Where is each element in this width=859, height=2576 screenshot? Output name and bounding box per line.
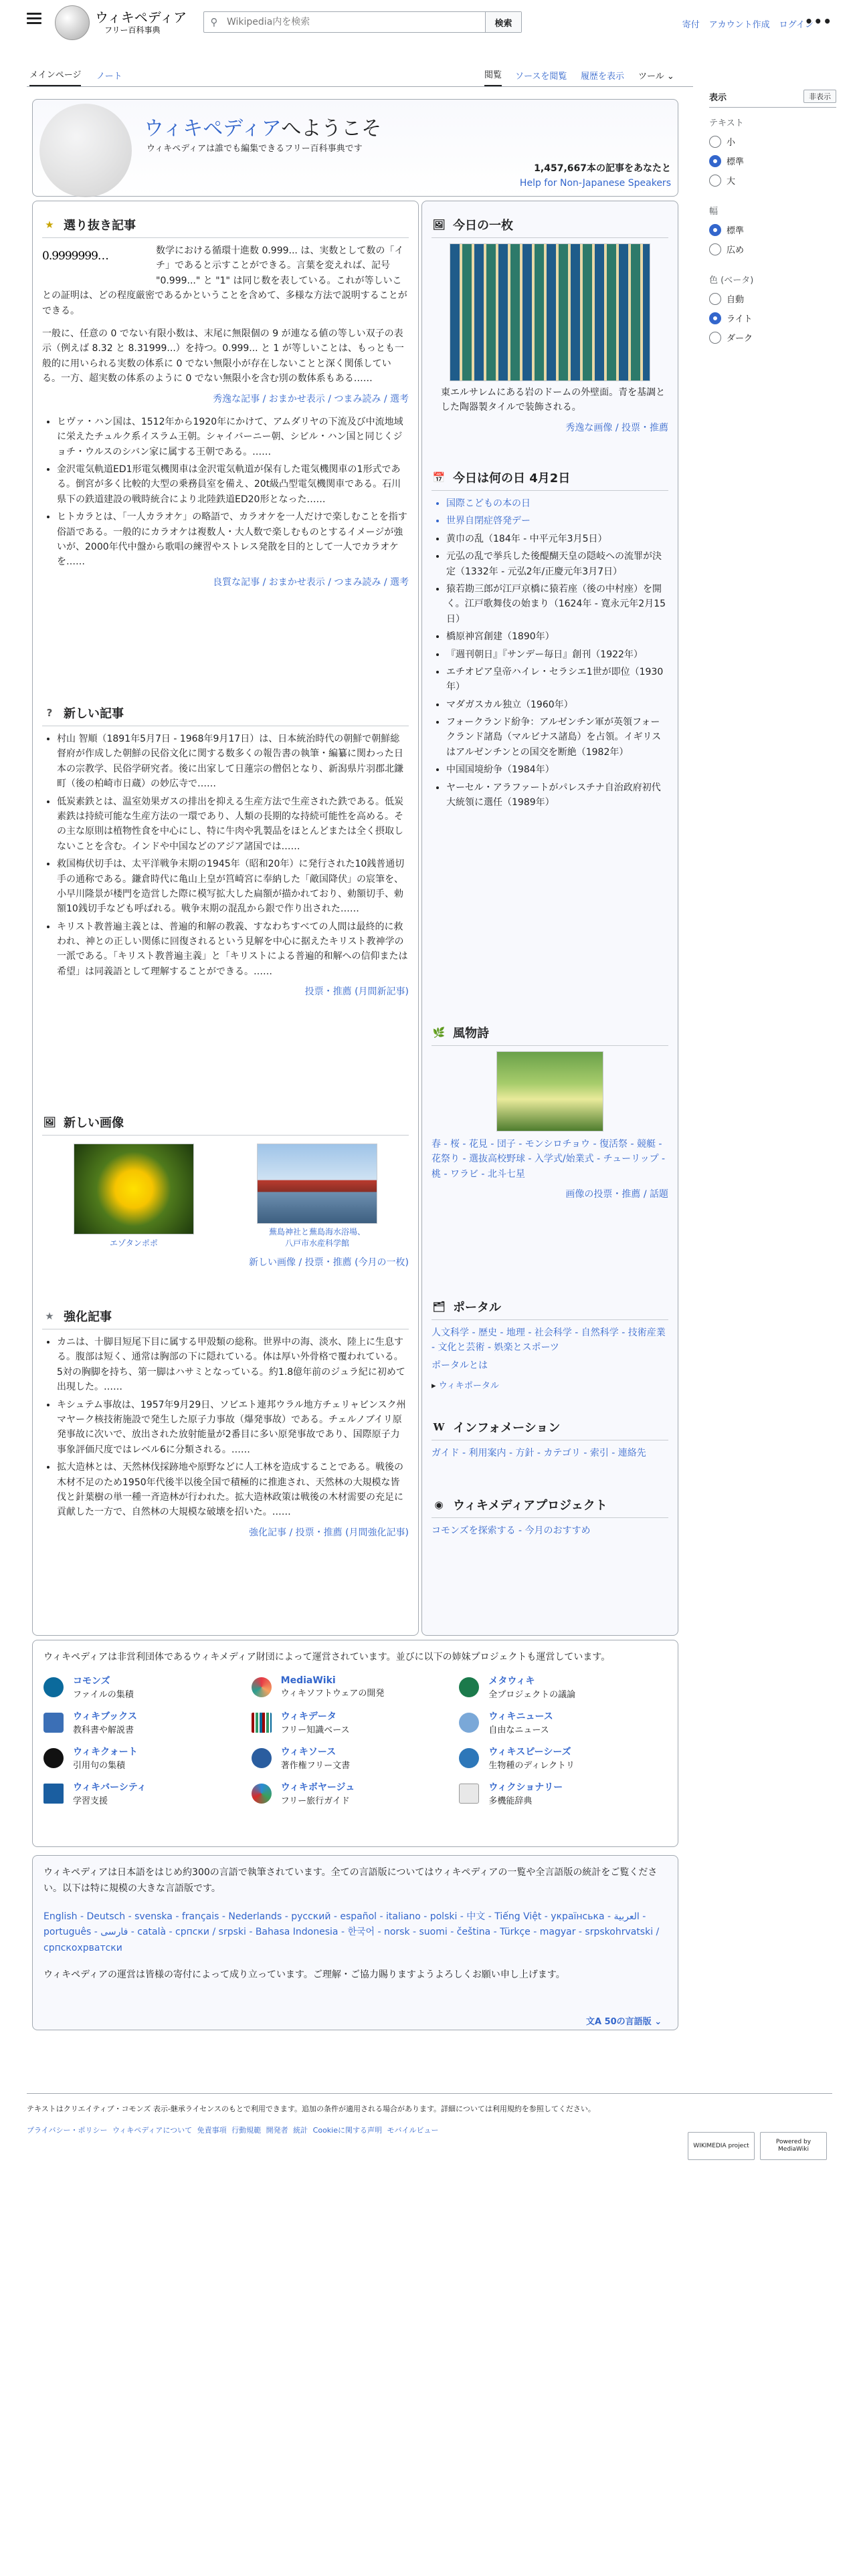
enhanced-section <box>42 1307 409 1540</box>
news-list <box>42 732 409 979</box>
color-light[interactable]: ライト <box>709 312 836 324</box>
hide-appearance-button[interactable]: 非表示 <box>803 90 836 103</box>
powered-by-mediawiki-badge[interactable]: Powered by MediaWiki <box>760 2132 827 2160</box>
width-standard[interactable]: 標準 <box>709 223 836 236</box>
info-heading: W インフォメーション <box>432 1418 668 1440</box>
list-item[interactable]: • 猿若勘三郎が江戸京橋に猿若座（後の中村座）を開く。江戸歌舞伎の始まり（1624年 - 寛永元年2月15日） <box>446 582 668 627</box>
language-button[interactable]: 文A 50の言語版 ⌄ <box>586 2017 662 2027</box>
list-item[interactable]: • 『週刊朝日』『サンデー毎日』創刊（1922年） <box>446 647 668 662</box>
tab-talk[interactable]: ノート <box>96 72 122 82</box>
tab-read[interactable]: 閲覧 <box>484 68 502 86</box>
list-item[interactable]: • 拡大造林とは、天然林伐採跡地や原野などに人工林を造成することである。戦後の木材不足のため1950年代後半以後全国で積極的に推進され、天然林の大規模な皆伐と針葉樹の単一種一斉造林が行われた。拡大造林政策は戦後の木材需要の充足に貢献した一方で、自然林の大規模な破壊を招いた。…… <box>57 1460 409 1520</box>
license-text: テキストはクリエイティブ・コモンズ 表示-継承ライセンスのもとで利用できます。追加の条件が適用される場合があります。詳細については利用規約を参照してください。 <box>27 2105 595 2113</box>
wikidata-icon <box>252 1713 272 1733</box>
welcome-right <box>520 161 671 191</box>
featured-section <box>42 216 409 590</box>
portal-heading: 🗂 ポータル <box>432 1298 668 1320</box>
list-item[interactable]: • 橋原神宮創建（1890年） <box>446 629 668 644</box>
color-label: 色 (ベータ) <box>709 276 754 286</box>
text-size-standard[interactable]: 標準 <box>709 154 836 167</box>
calendar-icon: 📅 <box>432 471 446 484</box>
info-links[interactable]: ガイド - 利用案内 - 方針 - カテゴリ - 索引 - 連絡先 <box>432 1448 646 1459</box>
text-size-label: テキスト <box>709 118 744 128</box>
today-list <box>432 496 668 810</box>
featured-paragraph-1: 数学における循環十進数 0.999... は、実数として数の「イチ」であると示すことができる。言葉を変えれば、記号 "0.999..." と "1" は同じ数を表している。これが等しいことの証明は、どの程度厳密であるかということを含めて、多様な方法で説明することができる。 <box>42 245 407 316</box>
featured-paragraph-2: 一般に、任意の 0 でない有限小数は、末尾に無限個の 9 が連なる値の等しい双子の表示（例えば 8.32 と 8.31999...）を持つ。0.999... と 1 が等しいことは、もっとも一般的に用いられる実数の体系に 0 でない無限小が存在しないことと深く関係している。一方、超実数の体系のように 0 でない無限小を含む別の数体系もある…… <box>42 328 404 385</box>
today-body <box>432 496 668 810</box>
footer-links[interactable]: プライバシー・ポリシー ウィキペディアについて 免責事項 行動規範 開発者 統計 Cookieに関する声明 モバイルビュー <box>27 2125 439 2135</box>
news-footer[interactable]: 投票・推薦 (月間新記事) <box>304 986 409 998</box>
tab-view-source[interactable]: ソースを閲覧 <box>515 72 567 82</box>
list-item[interactable]: • キシュテム事故は、1957年9月29日、ソビエト連邦ウラル地方チェリャビンスク州マヤーク核技術施設で発生した原子力事故（爆発事故）である。チェルノブイリ原発事故に次いで、放出された放射能量が2番目に多い原発事故であり、国際原子力事象評価尺度ではレベル6に分類される。…… <box>57 1398 409 1458</box>
page-tabs <box>27 66 693 87</box>
image-icon: 🖼 <box>43 1116 56 1128</box>
search-box <box>203 11 522 33</box>
featured-heading: ★ 選り抜き記事 <box>42 216 409 238</box>
sister-wiktionary[interactable]: ウィクショナリー 多機能辞典 <box>459 1780 667 1806</box>
wikimedia-icon: ◉ <box>434 1499 444 1511</box>
wikinews-icon <box>459 1713 479 1733</box>
list-item[interactable]: • ヒトカラとは、「一人カラオケ」の略語で、カラオケを一人だけで楽しむことを指す俗語である。一般的にカラオケは複数人・大人数で楽しむものとするイメージが強いが、2000年代中盤から歌唱の練習やストレス発散を目的として一人でカラオケを…… <box>57 510 409 570</box>
potd-heading: 🖼 今日の一枚 <box>432 216 668 238</box>
tools-label: ツール <box>638 72 664 82</box>
wikiversity-icon <box>43 1784 64 1804</box>
portal-section <box>432 1298 668 1394</box>
portal-about-link[interactable]: ポータルとは <box>432 1360 488 1371</box>
potd-caption: 東エルサレムにある岩のドームの外壁面。青を基調とした陶器製タイルで装飾される。 <box>441 387 666 413</box>
enhanced-body <box>42 1335 409 1540</box>
question-icon: ? <box>46 707 53 719</box>
wikipedia-globe-icon <box>39 104 132 197</box>
login-link[interactable]: ログイン <box>779 20 814 30</box>
list-item[interactable]: • 救国梅伏切手は、太平洋戦争末期の1945年（昭和20年）に発行された10銭普通切手の通称である。鎌倉時代に亀山上皇が筥崎宮に奉納した「敵国降伏」の宸筆を、小早川隆景が楼門を造営した際に模写拡大した扁額が描かれており、勅額切手、勅額10銭切手なども呼ばれる。戦争末期の混乱から銀で作り出された…… <box>57 857 409 917</box>
new-image-1-caption[interactable]: エゾタンポポ <box>110 1239 158 1248</box>
wikiquote-icon <box>43 1748 64 1768</box>
featured-footer[interactable]: 秀逸な記事 / おまかせ表示 / つまみ読み / 選考 <box>213 393 409 405</box>
new-images-heading: 🖼 新しい画像 <box>42 1113 409 1136</box>
wiktionary-icon <box>459 1784 479 1804</box>
chevron-down-icon: ⌄ <box>654 2017 662 2027</box>
wikivoyage-icon <box>252 1784 272 1804</box>
new-images-footer[interactable]: 新しい画像 / 投票・推薦 (今月の一枚) <box>249 1257 409 1269</box>
featured-image[interactable]: 0.9999999… <box>42 249 108 263</box>
list-item[interactable]: • キリスト教普遍主義とは、普遍的和解の教義、すなわちすべての人間は最終的に救われ、神との正しい関係に回復されるという見解を中心に据えたキリスト教神学の一派である。「キリスト教普遍主義」と「キリストによる普遍的和解への信仰または希望」は同義語として理解することができる。…… <box>57 920 409 980</box>
radio-selected-icon <box>709 312 721 324</box>
new-image-1[interactable] <box>67 1144 201 1250</box>
sister-wikiversity[interactable]: ウィキバーシティ 学習支援 <box>43 1780 252 1806</box>
portal-icon: 🗂 <box>432 1301 446 1313</box>
wikipedia-globe-logo-icon[interactable] <box>55 5 90 40</box>
personal-links <box>682 17 814 30</box>
appearance-title: 表示 <box>709 92 727 103</box>
languages-intro: ウィキペディアは日本語をはじめ約300の言語で執筆されています。全ての言語版についてはウィキペディアの一覧や全言語版の統計をご覧ください。以下は特に規模の大きな言語版です。 <box>43 1867 658 1894</box>
more-options-icon[interactable]: ••• <box>804 13 832 29</box>
color-auto[interactable]: 自動 <box>709 292 836 305</box>
list-item[interactable]: • 低炭素鉄とは、温室効果ガスの排出を抑える生産方法で生産された鉄である。低炭素鉄は持続可能な生産方法の一環であり、人類の長期的な持続可能性を高める。その主な原則は植物性食を中心にし、特に牛肉や乳製品をほとんどまたは全く摂取しないことを含む。インドや中国などのアジア諸国では…… <box>57 794 409 855</box>
enhanced-footer[interactable]: 強化記事 / 投票・推薦 (月間強化記事) <box>249 1527 409 1538</box>
welcome-subtitle: ウィキペディアは誰でも編集できるフリー百科事典です <box>147 144 363 154</box>
w-icon: W <box>433 1421 445 1433</box>
commons-icon <box>43 1677 64 1697</box>
footer <box>27 2093 832 2136</box>
potd-section <box>432 216 668 435</box>
sister-wikibooks[interactable]: ウィキブックス 教科書や解説書 <box>43 1709 252 1735</box>
logo-subtitle: フリー百科事典 <box>104 25 161 35</box>
sister-wikispecies[interactable]: ウィキスピーシーズ 生物種のディレクトリ <box>459 1745 667 1771</box>
radio-selected-icon <box>709 224 721 236</box>
triangle-right-icon: ▸ <box>432 1381 436 1392</box>
good-articles-footer[interactable]: 良質な記事 / おまかせ表示 / つまみ読み / 選考 <box>213 576 409 588</box>
wikimedia-projects-links[interactable]: コモンズを探索する - 今月のおすすめ <box>432 1525 591 1536</box>
portal-topics[interactable]: 人文科学 - 歴史 - 地理 - 社会科学 - 自然科学 - 技術産業 - 文化と芸術 - 娯楽とスポーツ <box>432 1327 666 1354</box>
list-item[interactable]: • 中国国境紛争（1984年） <box>446 762 668 777</box>
width-label: 幅 <box>709 207 719 217</box>
seasonal-section <box>432 1024 668 1202</box>
seasonal-heading: 🌿 風物詩 <box>432 1024 668 1046</box>
right-column <box>421 201 678 1636</box>
mediawiki-icon <box>252 1677 272 1697</box>
meta-icon <box>459 1677 479 1697</box>
potd-body <box>432 243 668 435</box>
new-image-2[interactable] <box>250 1144 384 1250</box>
enhanced-heading: ★ 強化記事 <box>42 1307 409 1329</box>
list-item[interactable]: • フォークランド紛争：アルゼンチン軍が英領フォークランド諸島（マルビナス諸島）を占領。イギリスはアルゼンチンとの国交を断絶（1982年） <box>446 715 668 760</box>
list-item[interactable]: • 金沢電気軌道ED1形電気機関車は金沢電気軌道が保有した電気機関車の1形式である。倒宮が多く比較的大型の乗務員室を備え、20t級凸型電気機関車である。石川県下の鉄道建設の戦時統合により北陸鉄道ED20形となった…… <box>57 462 409 507</box>
seasonal-body <box>432 1051 668 1202</box>
today-section <box>432 469 668 813</box>
donate-link[interactable]: 寄付 <box>682 20 700 30</box>
seasonal-topics[interactable]: 春 - 桜 - 花見 - 団子 - モンシロチョウ - 復活祭 - 競艇 - 花祭り - 選抜高校野球 - 入学式/始業式 - チューリップ - 桃 - ワラビ - 北斗七星 <box>432 1139 666 1180</box>
new-images-body <box>42 1144 409 1271</box>
star-icon: ★ <box>45 219 54 231</box>
radio-icon <box>709 136 721 148</box>
search-button[interactable]: 検索 <box>485 12 521 32</box>
text-size-small[interactable]: 小 <box>709 135 836 148</box>
radio-icon <box>709 243 721 255</box>
list-item[interactable]: • エチオピア皇帝ハイレ・セラシエ1世が即位（1930年） <box>446 665 668 695</box>
new-image-2-caption[interactable]: 蕪島神社と蕪島海水浴場、 八戸市水産科学館 <box>268 1227 365 1248</box>
radio-selected-icon <box>709 155 721 167</box>
list-item[interactable]: • マダガスカル独立（1960年） <box>446 697 668 712</box>
donate-text: ウィキペディアの運営は皆様の寄付によって成り立っています。ご理解・ご協力賜りますようよろしくお願い申し上げます。 <box>43 1969 565 1980</box>
sister-wikidata[interactable]: ウィキデータ フリー知識ベース <box>252 1709 460 1735</box>
wikimedia-projects-body <box>432 1523 668 1538</box>
help-non-japanese-link[interactable]: Help for Non-Japanese Speakers <box>519 178 671 189</box>
welcome-banner <box>32 99 678 197</box>
search-icon: ⚲ <box>210 16 218 28</box>
leaf-icon: 🌿 <box>432 1027 446 1039</box>
text-size-large[interactable]: 大 <box>709 174 836 187</box>
wikimedia-projects-heading: ◉ ウィキメディアプロジェクト <box>432 1496 668 1518</box>
sister-wikinews[interactable]: ウィキニュース 自由なニュース <box>459 1709 667 1735</box>
list-item[interactable]: • 村山 智順（1891年5月7日 - 1968年9月17日）は、日本統治時代の朝鮮で朝鮮総督府が作成した朝鮮の民俗文化に関する数多くの報告書の執筆・編纂に関わった日本の宗教学、民俗学研究者。後に出家して日蓮宗の僧侶となり、新潟県片羽郡北鎌町（後の柏崎市日蔵）の妙広寺で…… <box>57 732 409 792</box>
radio-icon <box>709 293 721 305</box>
sister-mediawiki[interactable]: MediaWiki ウィキソフトウェアの開発 <box>252 1674 460 1700</box>
news-body <box>42 732 409 1000</box>
languages-box <box>32 1855 678 2030</box>
news-section <box>42 704 409 1000</box>
chevron-down-icon: ⌄ <box>666 72 674 82</box>
star-outline-icon: ★ <box>45 1310 54 1322</box>
appearance-header <box>709 90 836 108</box>
list-item[interactable]: • 元弘の乱で挙兵した後醍醐天皇の隠岐への流罪が決定（1332年 - 元弘2年/正慶元年3月7日） <box>446 549 668 579</box>
list-item[interactable]: • ヤーセル・アラファートがパレスチナ自治政府初代大統領に選任（1989年） <box>446 780 668 811</box>
languages-list[interactable]: English - Deutsch - svenska - français - Nederlands - русский - español - italiano - polski - 中文 - Tiếng Việt - українська - العربية - português - فارسی - català - српски / srpski - Bahasa Indonesia - 한국어 - norsk - suomi - čeština - Türkçe - magyar - srpskohrvatski / српскохрватски <box>43 1911 660 1954</box>
potd-footer[interactable]: 秀逸な画像 / 投票・推薦 <box>565 422 668 433</box>
main-menu-icon[interactable] <box>27 13 41 25</box>
wikisource-icon <box>252 1748 272 1768</box>
translate-icon: 文A <box>586 2017 602 2027</box>
list-item[interactable]: • 黄巾の乱（184年 - 中平元年3月5日） <box>446 532 668 546</box>
tab-main-page[interactable]: メインページ <box>29 68 81 86</box>
radio-icon <box>709 332 721 344</box>
dandelion-image[interactable] <box>74 1144 194 1235</box>
site-header <box>0 0 859 47</box>
sister-wikivoyage[interactable]: ウィキボヤージュ フリー旅行ガイド <box>252 1780 460 1806</box>
potd-image[interactable] <box>450 243 650 381</box>
news-heading: ? 新しい記事 <box>42 704 409 726</box>
kabushima-image[interactable] <box>257 1144 377 1224</box>
picture-icon: 🖼 <box>432 219 446 231</box>
tab-history[interactable]: 履歴を表示 <box>581 72 625 82</box>
sister-meta[interactable]: メタウィキ 全プロジェクトの議論 <box>459 1674 667 1700</box>
article-count: 1,457,667本の記事をあなたと <box>534 163 671 174</box>
left-column <box>32 201 419 1636</box>
appearance-sidebar <box>709 90 836 344</box>
radio-icon <box>709 175 721 187</box>
welcome-wikipedia-link[interactable]: ウィキペディア <box>144 117 282 140</box>
color-dark[interactable]: ダーク <box>709 331 836 344</box>
list-item[interactable]: • 世界自閉症啓発デー <box>446 514 668 528</box>
seasonal-footer[interactable]: 画像の投票・推薦 / 話題 <box>565 1189 668 1200</box>
list-item[interactable]: • 国際こどもの本の日 <box>446 496 668 511</box>
welcome-title: ウィキペディアへようこそ <box>144 117 382 140</box>
search-input[interactable] <box>224 12 485 32</box>
wikispecies-icon <box>459 1748 479 1768</box>
list-item[interactable]: • カニは、十脚目短尾下目に属する甲殻類の総称。世界中の海、淡水、陸上に生息する。腹部は短く、通常は胸部の下に隠れている。体は厚い外骨格で覆われている。5対の胸脚を持ち、第一脚はハサミとなっている。約1.8億年前のジュラ紀に初めて出現した。…… <box>57 1335 409 1395</box>
sister-commons[interactable]: コモンズ ファイルの集積 <box>43 1674 252 1700</box>
width-wide[interactable]: 広め <box>709 243 836 255</box>
wikibooks-icon <box>43 1713 64 1733</box>
list-item[interactable]: • ヒヴァ・ハン国は、1512年から1920年にかけて、アムダリヤの下流及び中流地域に栄えたチュルク系イスラム王朝。シャイバーニー朝、シビル・ハン国と同じくジョチ・ウルスのシバン家に属する王朝である。…… <box>57 415 409 459</box>
create-account-link[interactable]: アカウント作成 <box>708 20 770 30</box>
logo-title[interactable]: ウィキペディア <box>95 9 187 25</box>
sister-wikisource[interactable]: ウィキソース 著作権フリー文書 <box>252 1745 460 1771</box>
seasonal-image[interactable] <box>496 1051 603 1132</box>
good-articles-list <box>42 415 409 570</box>
info-body <box>432 1446 668 1461</box>
sister-projects-box <box>32 1640 678 1847</box>
wikimedia-projects-section <box>432 1496 668 1538</box>
tab-tools[interactable] <box>638 69 674 86</box>
sister-projects-grid <box>43 1674 667 1806</box>
new-images-section <box>42 1113 409 1271</box>
sister-wikiquote[interactable]: ウィキクォート 引用句の集積 <box>43 1745 252 1771</box>
operate-text: ウィキペディアは非営利団体であるウィキメディア財団によって運営されています。並びに以下の姉妹プロジェクトも運営しています。 <box>43 1652 611 1662</box>
enhanced-list <box>42 1335 409 1520</box>
info-section <box>432 1418 668 1461</box>
portal-body <box>432 1325 668 1394</box>
featured-body <box>42 243 409 590</box>
today-heading: 📅 今日は何の日 4月2日 <box>432 469 668 491</box>
wikimedia-project-badge[interactable]: WIKIMEDIA project <box>688 2132 755 2160</box>
portal-toggle[interactable]: ▸ ウィキポータル <box>432 1381 499 1392</box>
